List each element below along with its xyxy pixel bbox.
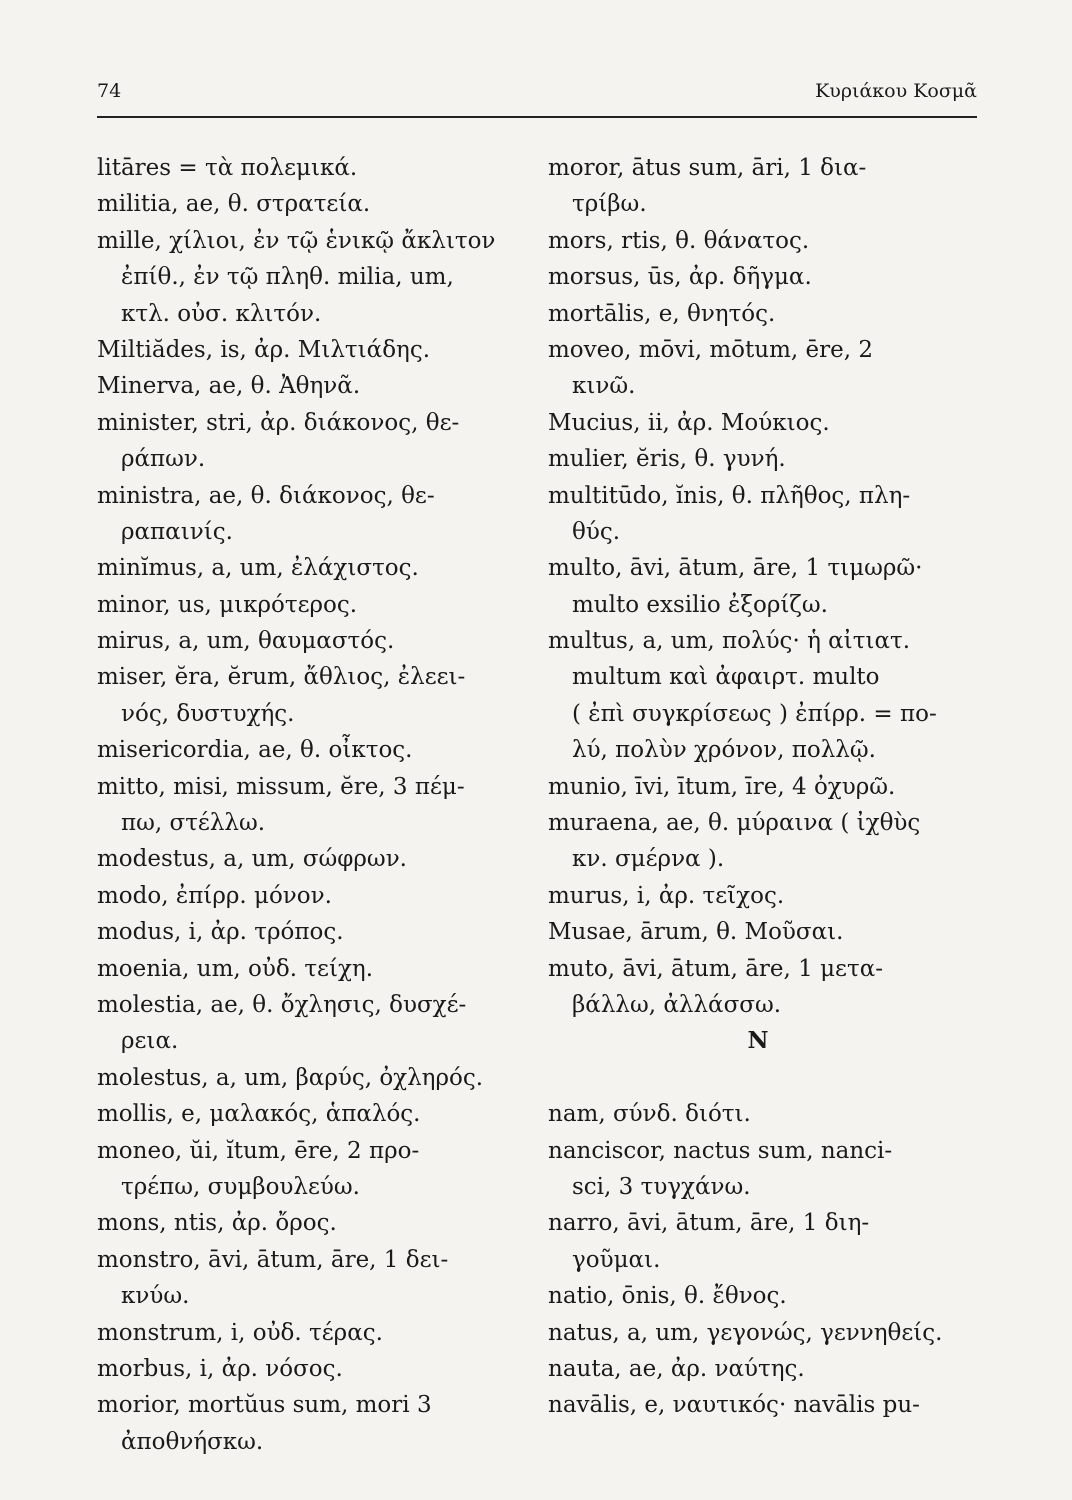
entry-line: moneo, ŭi, ĭtum, ēre, 2 προ- bbox=[97, 1137, 420, 1164]
entry-line: multus, a, um, πολύς· ἡ αἰτιατ. bbox=[548, 628, 911, 655]
entry-line: γοῦμαι. bbox=[572, 1246, 661, 1273]
entry-line: sci, 3 τυγχάνω. bbox=[572, 1173, 751, 1200]
entry-line bbox=[548, 1060, 968, 1096]
entry-line: militia, ae, θ. στρατεία. bbox=[97, 191, 371, 218]
entry-line: muraena, ae, θ. μύραινα ( ἰχθὺς bbox=[548, 810, 921, 837]
entry-line: monstro, āvi, ātum, āre, 1 δει- bbox=[97, 1246, 449, 1273]
right-column bbox=[548, 150, 968, 1424]
entry-line: monstrum, i, οὐδ. τέρας. bbox=[97, 1319, 383, 1346]
entry-line: mille, χίλιοι, ἐν τῷ ἑνικῷ ἄκλιτον bbox=[97, 227, 496, 254]
entry-line: minor, us, μικρότερος. bbox=[97, 591, 358, 618]
entry-line: molestus, a, um, βαρύς, ὀχληρός. bbox=[97, 1064, 484, 1091]
entry-line: Miltiădes, is, ἀρ. Μιλτιάδης. bbox=[97, 336, 431, 363]
entry-line: βάλλω, ἀλλάσσω. bbox=[572, 991, 782, 1018]
entry-line: multitūdo, ĭnis, θ. πλῆθος, πλη- bbox=[548, 482, 911, 509]
entry-line: miser, ĕra, ĕrum, ἄθλιος, ἐλεει- bbox=[97, 664, 466, 691]
entry-line: morsus, ūs, ἀρ. δῆγμα. bbox=[548, 264, 812, 291]
page-header bbox=[97, 80, 977, 114]
entry-line: moveo, mōvi, mōtum, ēre, 2 bbox=[548, 336, 873, 363]
entry-line: muto, āvi, ātum, āre, 1 μετα- bbox=[548, 955, 883, 982]
entry-line: κινῶ. bbox=[572, 373, 636, 400]
entry-line: nanciscor, nactus sum, nanci- bbox=[548, 1137, 893, 1164]
entry-line: θύς. bbox=[572, 518, 621, 545]
entry-line: navālis, e, ναυτικός· navālis pu- bbox=[548, 1392, 920, 1419]
entry-line: mulier, ĕris, θ. γυνή. bbox=[548, 446, 786, 473]
entry-line: κνύω. bbox=[121, 1283, 190, 1310]
entry-line: nauta, ae, ἀρ. ναύτης. bbox=[548, 1355, 805, 1382]
entry-line: πω, στέλλω. bbox=[121, 810, 266, 837]
entry-line: natus, a, um, γεγονώς, γεννηθείς. bbox=[548, 1319, 943, 1346]
section-letter-heading: N bbox=[747, 1027, 769, 1055]
entry-line: minister, stri, ἀρ. διάκονος, θε- bbox=[97, 409, 460, 436]
entry-line: ministra, ae, θ. διάκονος, θε- bbox=[97, 482, 435, 509]
entry-line: minĭmus, a, um, ἐλάχιστος. bbox=[97, 555, 419, 582]
entry-line: multum καὶ ἀφαιρτ. multo bbox=[572, 664, 880, 691]
entry-line: ἀποθνήσκω. bbox=[121, 1428, 264, 1455]
entry-line: ( ἐπὶ συγκρίσεως ) ἐπίρρ. = πο- bbox=[572, 700, 937, 727]
entry-line: ρεια. bbox=[121, 1028, 179, 1055]
entry-line: morbus, i, ἀρ. νόσος. bbox=[97, 1355, 343, 1382]
running-head: Κυριάκου Κοσμᾶ bbox=[815, 80, 977, 102]
entry-line: λύ, πολὺν χρόνον, πολλῷ. bbox=[572, 737, 876, 764]
entry-line: ραπαινίς. bbox=[121, 518, 233, 545]
entry-line: natio, ōnis, θ. ἔθνος. bbox=[548, 1283, 787, 1310]
page-number: 74 bbox=[97, 80, 122, 102]
entry-line: litāres = τὰ πολεμικά. bbox=[97, 155, 358, 181]
entry-line: modus, i, ἀρ. τρόπος. bbox=[97, 919, 344, 946]
entry-line: molestia, ae, θ. ὄχλησις, δυσχέ- bbox=[97, 991, 467, 1018]
header-rule bbox=[97, 116, 977, 118]
entry-line: νός, δυστυχής. bbox=[121, 700, 295, 727]
entry-line: multo, āvi, ātum, āre, 1 τιμωρῶ· bbox=[548, 555, 923, 582]
entry-line: multo exsilio ἐξορίζω. bbox=[572, 591, 828, 618]
entry-line: murus, i, ἀρ. τεῖχος. bbox=[548, 882, 785, 909]
entry-line: ράπων. bbox=[121, 446, 206, 473]
entry-line: mors, rtis, θ. θάνατος. bbox=[548, 227, 810, 254]
entry-line: misericordia, ae, θ. οἶκτος. bbox=[97, 737, 413, 764]
entry-line: morior, mortŭus sum, mori 3 bbox=[97, 1392, 432, 1419]
entry-line: Musae, ārum, θ. Μοῦσαι. bbox=[548, 919, 844, 946]
left-column bbox=[97, 150, 517, 1460]
entry-line: τρίβω. bbox=[572, 191, 647, 218]
entry-line: mons, ntis, ἀρ. ὄρος. bbox=[97, 1210, 337, 1237]
entry-line: narro, āvi, ātum, āre, 1 διη- bbox=[548, 1210, 870, 1237]
entry-line: mitto, misi, missum, ĕre, 3 πέμ- bbox=[97, 773, 465, 800]
entry-line: κν. σμέρνα ). bbox=[572, 846, 725, 873]
entry-line: munio, īvi, ītum, īre, 4 ὀχυρῶ. bbox=[548, 773, 896, 800]
entry-line: mollis, e, μαλακός, ἁπαλός. bbox=[97, 1101, 421, 1128]
entry-line: Minerva, ae, θ. Ἀθηνᾶ. bbox=[97, 373, 361, 400]
entry-line: mirus, a, um, θαυμαστός. bbox=[97, 628, 395, 655]
entry-line: moror, ātus sum, āri, 1 δια- bbox=[548, 155, 867, 181]
entry-line: modo, ἐπίρρ. μόνον. bbox=[97, 882, 332, 909]
entry-line: τρέπω, συμβουλεύω. bbox=[121, 1173, 360, 1200]
entry-line: mortālis, e, θνητός. bbox=[548, 300, 776, 327]
entry-line: ἐπίθ., ἐν τῷ πληθ. milia, um, bbox=[121, 264, 454, 291]
entry-line: Mucius, ii, ἀρ. Μούκιος. bbox=[548, 409, 830, 436]
entry-line: nam, σύνδ. διότι. bbox=[548, 1101, 751, 1128]
entry-line: moenia, um, οὐδ. τείχη. bbox=[97, 955, 373, 982]
entry-line: κτλ. οὐσ. κλιτόν. bbox=[121, 300, 322, 327]
entry-line: modestus, a, um, σώφρων. bbox=[97, 846, 407, 873]
